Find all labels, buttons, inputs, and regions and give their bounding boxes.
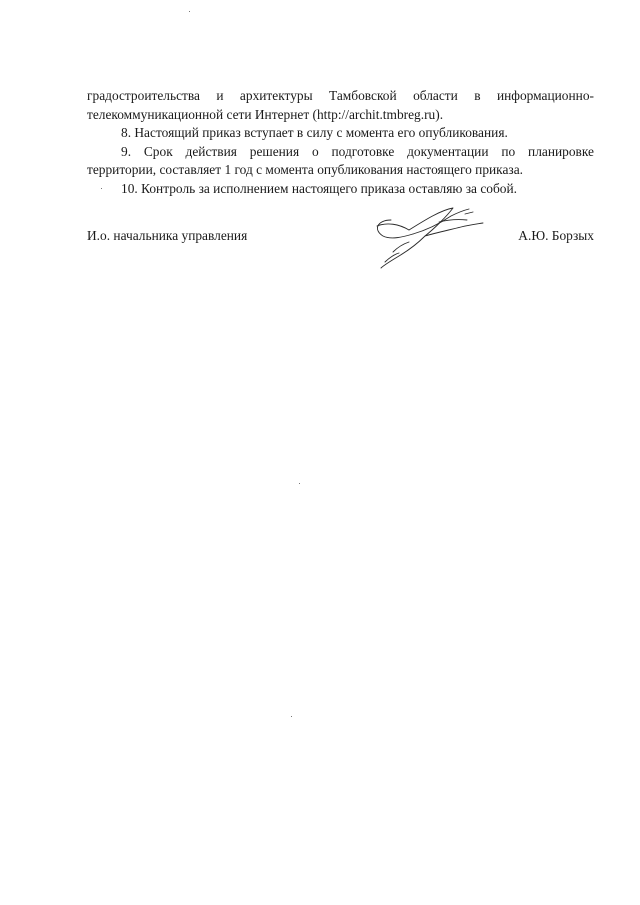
scan-speck bbox=[291, 716, 292, 717]
paragraph-9: 9. Срок действия решения о подготовке документации по планировке bbox=[121, 143, 594, 159]
handwritten-signature bbox=[369, 206, 499, 276]
scan-speck bbox=[101, 188, 102, 189]
scan-speck bbox=[299, 483, 300, 484]
text-line: градостроительства и архитектуры Тамбовской области в информационно- bbox=[87, 88, 594, 103]
signatory-name: А.Ю. Борзых bbox=[518, 228, 594, 243]
paragraph-10: 10. Контроль за исполнением настоящего приказа оставляю за собой. bbox=[121, 180, 517, 196]
signatory-title: И.о. начальника управления bbox=[87, 228, 248, 243]
document-body bbox=[87, 87, 594, 198]
scan-speck bbox=[189, 11, 190, 12]
signature-block bbox=[87, 228, 594, 288]
text-line: телекоммуникационной сети Интернет (http://archit.tmbreg.ru). bbox=[87, 106, 444, 122]
text-line: территории, составляет 1 год с момента опубликования настоящего приказа. bbox=[87, 162, 524, 177]
paragraph-8: 8. Настоящий приказ вступает в силу с момента его опубликования. bbox=[121, 125, 508, 140]
